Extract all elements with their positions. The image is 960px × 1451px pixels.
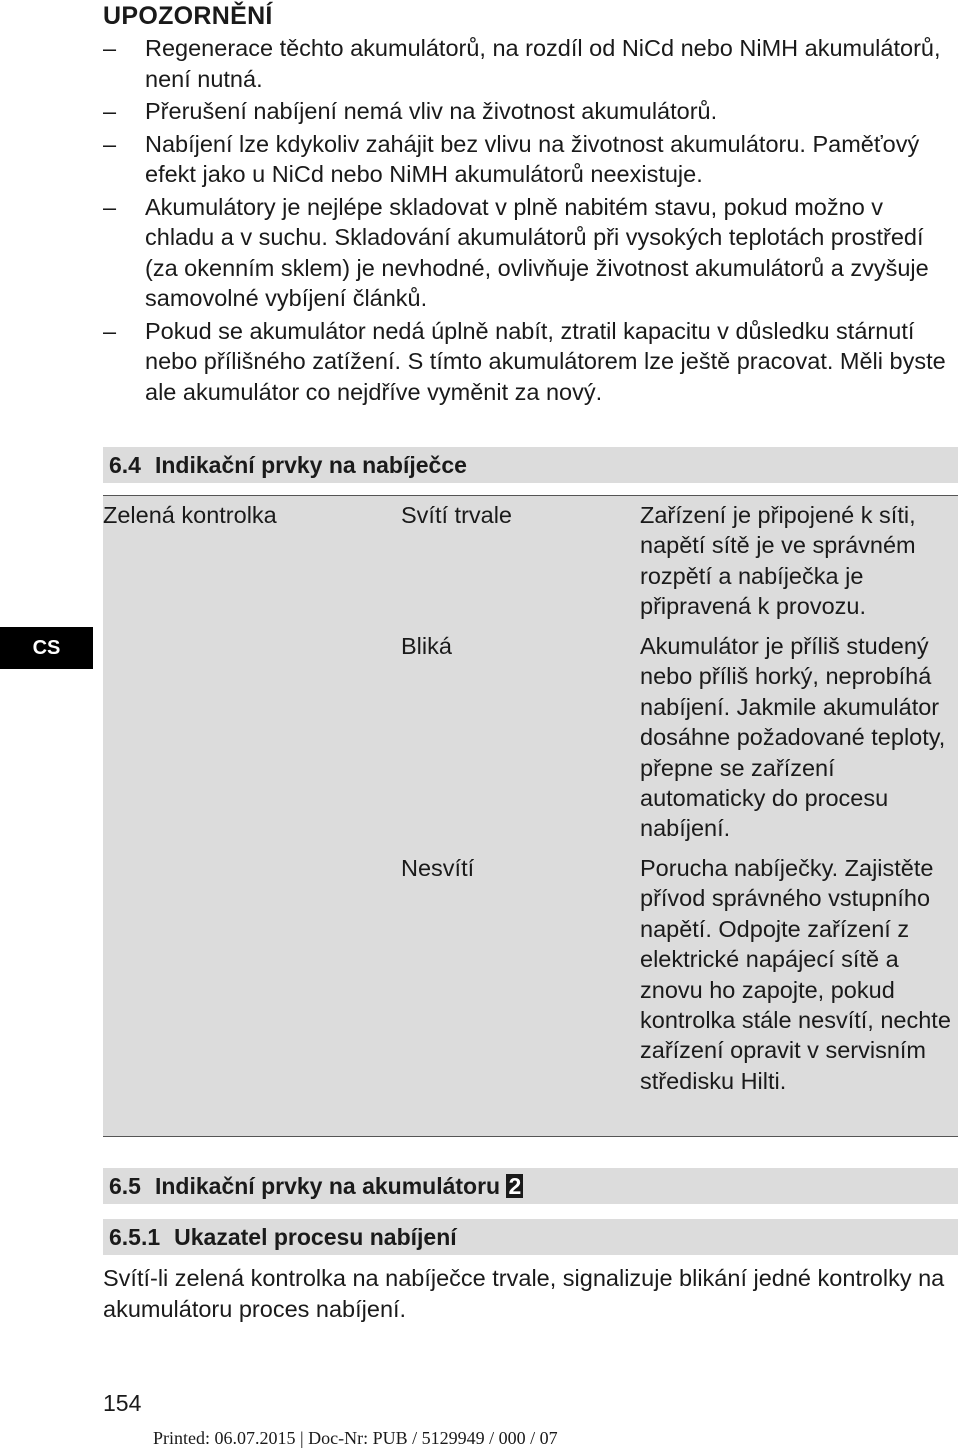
notice-item [103,33,958,94]
state-cell: Nesvítí [401,855,475,881]
meaning-cell: Akumulátor je příliš studený nebo příliš horký, neprobíhá nabíjení. Jakmile akumulátor dosáhne požadované teploty, přepne se zařízení automaticky do procesu nabíjení. [640,633,946,842]
notice-item-text: Pokud se akumulátor nedá úplně nabít, ztratil kapacitu v důsledku stárnutí nebo přílišného zatížení. S tímto akumulátorem lze ještě pracovat. Měli byste ale akumulátor co nejdříve vyměnit za nový. [145,317,946,405]
notice-item-text: Nabíjení lze kdykoliv zahájit bez vlivu na životnost akumulátoru. Paměťový efekt jako u NiCd nebo NiMH akumulátorů neexistuje. [145,130,920,187]
notice-title: UPOZORNĚNÍ [103,2,273,30]
notice-item [103,96,958,127]
language-tab: CS [0,627,93,669]
section-number: 6.4 [109,452,141,478]
notice-item [103,316,958,408]
section-number: 6.5 [109,1173,141,1199]
section-title: Indikační prvky na nabíječce [154,452,467,478]
section-heading-6-5 [103,1168,958,1204]
indicator-table [103,495,958,1137]
page-number: 154 [103,1390,142,1416]
notice-item-text: Regenerace těchto akumulátorů, na rozdíl od NiCd nebo NiMH akumulátorů, není nutná. [145,35,941,92]
list-dash: – [103,130,117,157]
section-number: 6.5.1 [109,1224,161,1250]
print-info: Printed: 06.07.2015 | Doc-Nr: PUB / 5129949 / 000 / 07 [153,1428,558,1448]
list-dash: – [103,193,117,220]
section-title: Ukazatel procesu nabíjení [174,1224,457,1250]
section-title: Indikační prvky na akumulátoru [154,1173,501,1199]
list-dash: – [103,98,117,124]
section-heading-6-5-1 [103,1219,958,1255]
notice-item-text: Přerušení nabíjení nemá vliv na životnost akumulátorů. [145,98,718,124]
state-cell: Bliká [401,633,452,659]
meaning-cell: Zařízení je připojené k síti, napětí sítě je ve správném rozpětí a nabíječka je připravená k provozu. [640,502,916,620]
state-cell: Svítí trvale [401,502,513,528]
section-heading-6-4 [103,447,958,483]
list-dash: – [103,317,117,344]
figure-reference: 2 [508,1173,522,1199]
notice-item [103,129,958,190]
meaning-cell: Porucha nabíječky. Zajistěte přívod správného vstupního napětí. Odpojte zařízení z elektrické napájecí sítě a znovu ho zapojte, pokud kontrolka stále nesvítí, nechte zařízení opravit v servisním středisku Hilti. [640,855,951,1094]
indicator-label: Zelená kontrolka [103,502,277,528]
list-dash: – [103,35,117,61]
notice-item-text: Akumulátory je nejlépe skladovat v plně nabitém stavu, pokud možno v chladu a v suchu. Skladování akumulátorů při vysokých teplotách prostředí (za okenním sklem) je nevhodné, ovlivňuje životnost akumulátorů a zvyšuje samovolné vybíjení článků. [145,193,929,311]
notice-list [103,33,958,409]
notice-item [103,192,958,314]
body-paragraph: Svítí-li zelená kontrolka na nabíječce trvale, signalizuje blikání jedné kontrolky na akumulátoru proces nabíjení. [103,1265,945,1322]
